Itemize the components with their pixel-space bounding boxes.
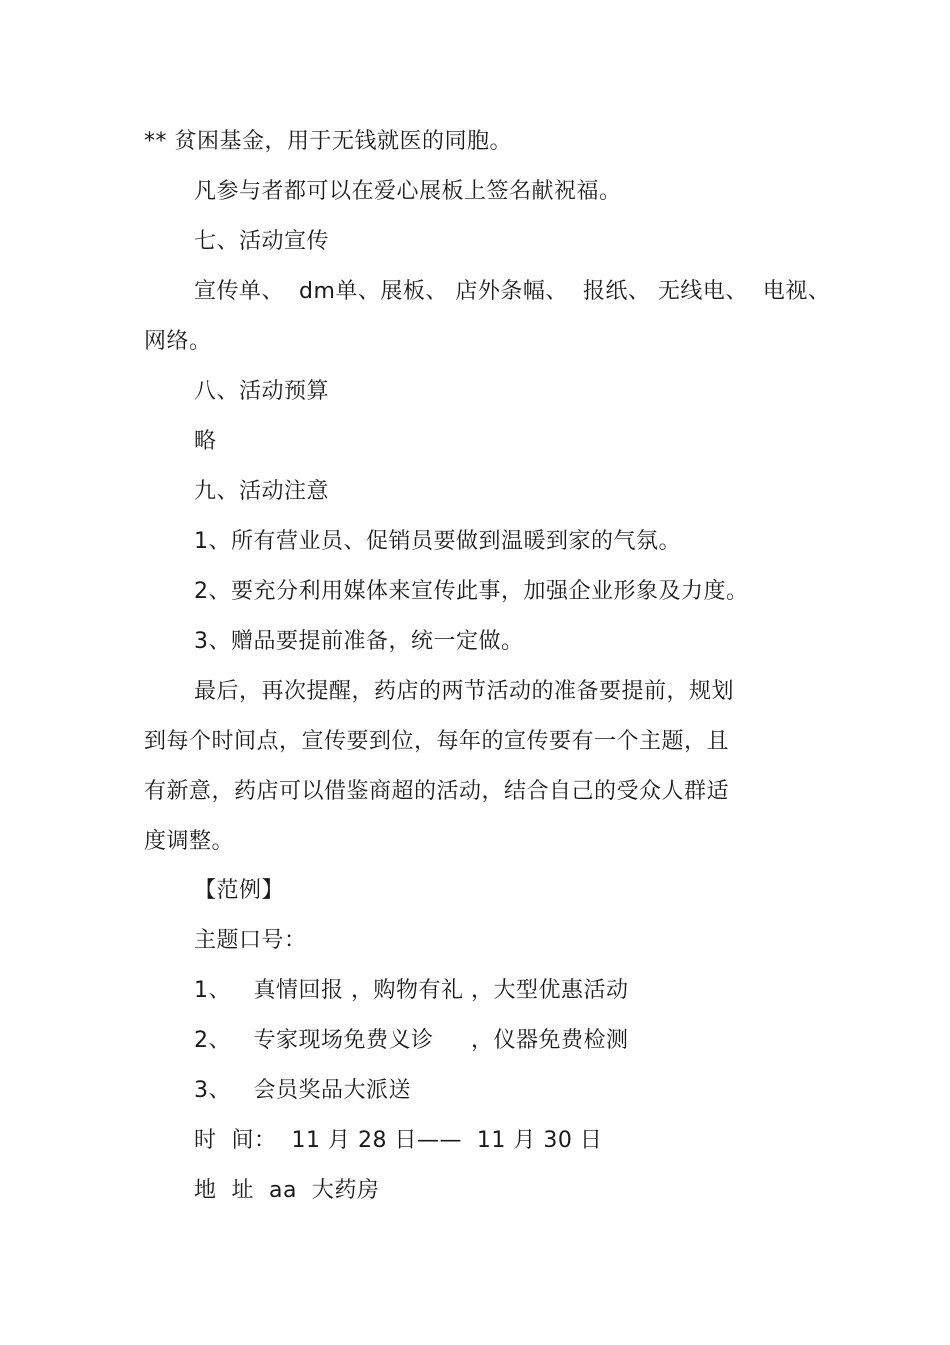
slogan-item-2: 2、 专家现场免费义诊 ，仪器免费检测 <box>194 1028 629 1053</box>
example-heading: 【范例】 <box>194 878 285 903</box>
text-line-omitted: 略 <box>194 429 217 454</box>
text-line-signature: 凡参与者都可以在爱心展板上签名献祝福。 <box>194 179 622 204</box>
event-time: 时 间： 11 月 28 日—— 11 月 30 日 <box>194 1128 603 1153</box>
text-line-network: 网络。 <box>144 329 212 354</box>
section-heading-budget: 八、活动预算 <box>194 379 330 404</box>
paragraph-conclusion-line-3: 有新意，药店可以借鉴商超的活动，结合自己的受众人群适 <box>144 779 730 804</box>
event-address: 地 址 aa 大药房 <box>194 1178 380 1203</box>
list-item-note-3: 3、赠品要提前准备，统一定做。 <box>194 629 524 654</box>
text-line-publicity-channels: 宣传单、 dm单、展板、 店外条幅、 报纸、 无线电、 电视、 <box>194 279 831 304</box>
list-item-note-1: 1、所有营业员、促销员要做到温暖到家的气氛。 <box>194 529 681 554</box>
slogan-heading: 主题口号： <box>194 928 307 953</box>
slogan-item-1: 1、 真情回报 ，购物有礼 ，大型优惠活动 <box>194 978 629 1003</box>
list-item-note-2: 2、要充分利用媒体来宣传此事，加强企业形象及力度。 <box>194 579 749 604</box>
paragraph-conclusion-line-1: 最后，再次提醒，药店的两节活动的准备要提前，规划 <box>194 679 735 704</box>
text-line-poverty-fund: ** 贫困基金，用于无钱就医的同胞。 <box>144 129 512 154</box>
slogan-item-3: 3、 会员奖品大派送 <box>194 1078 411 1103</box>
paragraph-conclusion-line-2: 到每个时间点，宣传要到位，每年的宣传要有一个主题，且 <box>144 729 730 754</box>
section-heading-notes: 九、活动注意 <box>194 479 330 504</box>
paragraph-conclusion-line-4: 度调整。 <box>144 829 235 854</box>
section-heading-publicity: 七、活动宣传 <box>194 229 330 254</box>
